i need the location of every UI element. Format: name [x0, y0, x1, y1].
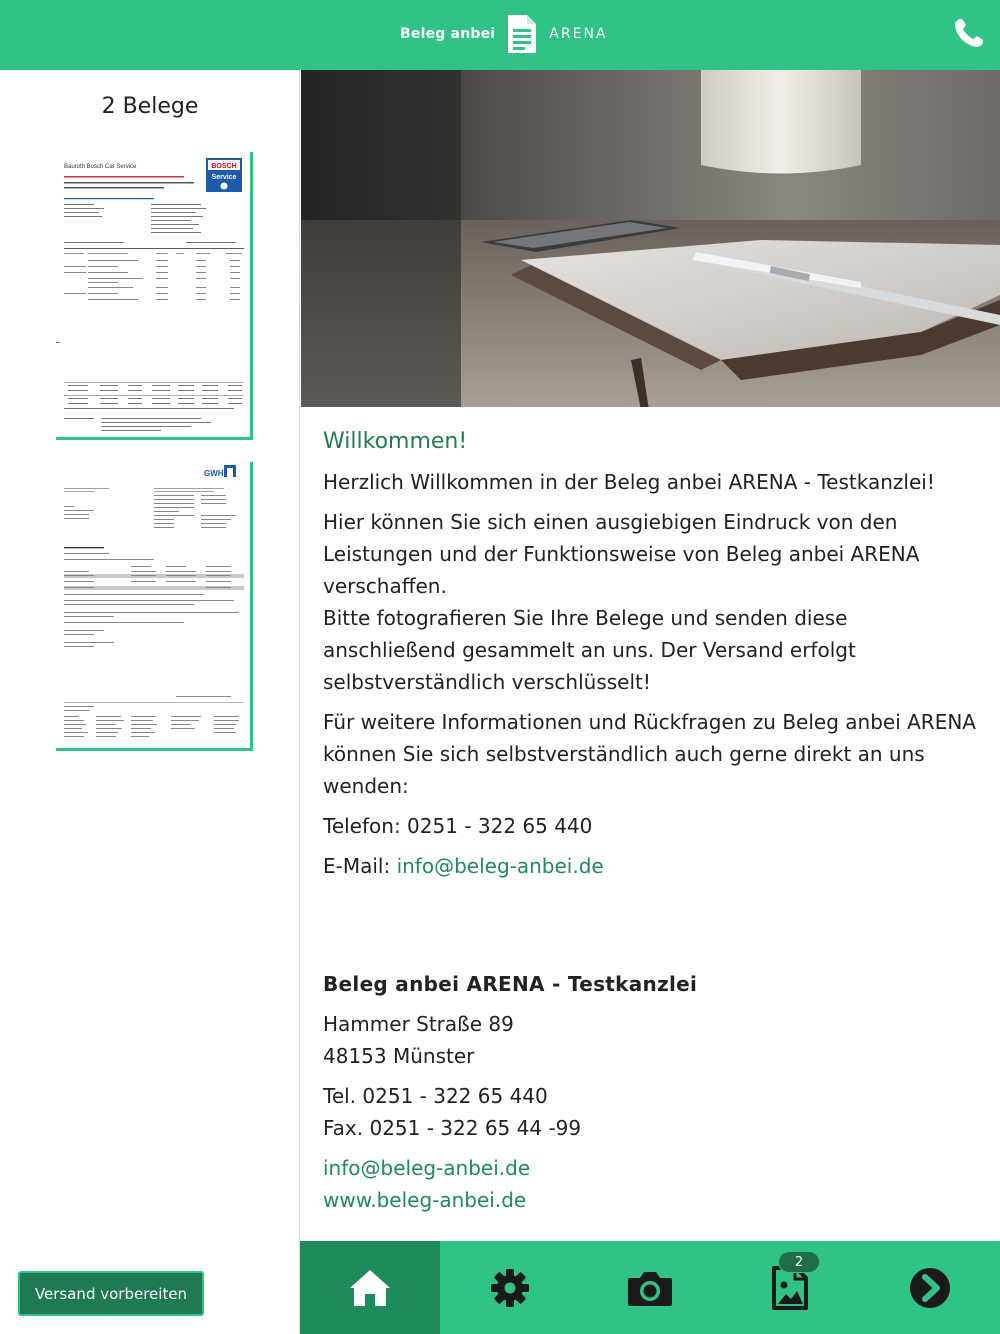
- company-email-link[interactable]: info@beleg-anbei.de: [323, 1156, 531, 1180]
- phone-icon[interactable]: [952, 16, 986, 50]
- svg-text:BOSCH: BOSCH: [211, 163, 237, 170]
- more-info-text: Für weitere Informationen und Rückfragen zu Beleg anbei ARENA können Sie sich selbstverständlich auch gerne direkt an uns wenden:: [323, 710, 976, 798]
- arrow-right-circle-icon: [908, 1266, 952, 1310]
- company-tel: Tel. 0251 - 322 65 440: [323, 1084, 548, 1108]
- tab-settings[interactable]: [440, 1241, 580, 1334]
- welcome-content: [323, 426, 983, 1216]
- receipts-count-badge: 2: [778, 1251, 820, 1273]
- email-line: [323, 850, 983, 882]
- instructions-text: Bitte fotografieren Sie Ihre Belege und senden diese anschließend gesammelt an uns. Der Versand erfolgt selbstverständlich verschlüsselt!: [323, 606, 856, 694]
- phone-line: Telefon: 0251 - 322 65 440: [323, 814, 593, 838]
- camera-icon: [626, 1268, 674, 1308]
- welcome-heading: Willkommen!: [323, 429, 468, 454]
- receipt-thumbnail[interactable]: [56, 152, 253, 440]
- tab-camera[interactable]: [580, 1241, 720, 1334]
- greeting-text: Herzlich Willkommen in der Beleg anbei ARENA - Testkanzlei!: [323, 470, 935, 494]
- company-name: Beleg anbei ARENA - Testkanzlei: [323, 972, 698, 996]
- main-content: [301, 70, 1000, 1241]
- home-icon: [347, 1267, 393, 1309]
- svg-text:Service: Service: [211, 174, 237, 181]
- top-bar: [0, 0, 1000, 70]
- tab-receipts[interactable]: [720, 1241, 860, 1334]
- company-website-link[interactable]: www.beleg-anbei.de: [323, 1188, 527, 1212]
- tab-home[interactable]: [300, 1241, 440, 1334]
- receipts-sidebar: [0, 70, 300, 1334]
- prepare-shipment-button[interactable]: Versand vorbereiten: [18, 1271, 204, 1316]
- company-city: 48153 Münster: [323, 1044, 475, 1068]
- receipt-document-1: [56, 152, 250, 437]
- receipt-2-logo: GWH: [204, 469, 224, 478]
- tab-next[interactable]: [860, 1241, 1000, 1334]
- email-label: E-Mail:: [323, 854, 397, 878]
- company-street: Hammer Straße 89: [323, 1012, 514, 1036]
- brand: [400, 12, 608, 56]
- receipts-count-title: 2 Belege: [101, 94, 199, 119]
- receipt-1-header: Bauroth Bosch Car Service: [64, 164, 137, 170]
- bottom-tab-bar: [300, 1241, 1000, 1334]
- gear-icon: [489, 1267, 531, 1309]
- bosch-service-logo: [206, 158, 242, 192]
- company-fax: Fax. 0251 - 322 65 44 -99: [323, 1116, 582, 1140]
- hero-image: [301, 70, 1000, 407]
- brand-name-left: Beleg anbei: [400, 26, 496, 42]
- brand-name-right: ARENA: [549, 26, 608, 42]
- document-icon: [505, 12, 539, 56]
- receipt-document-2: [56, 462, 250, 748]
- intro-text: Hier können Sie sich einen ausgiebigen Eindruck von den Leistungen und der Funktionsweise von Beleg anbei ARENA verschaffen.: [323, 510, 920, 598]
- receipt-thumbnail[interactable]: [56, 462, 253, 751]
- email-link[interactable]: info@beleg-anbei.de: [396, 854, 604, 878]
